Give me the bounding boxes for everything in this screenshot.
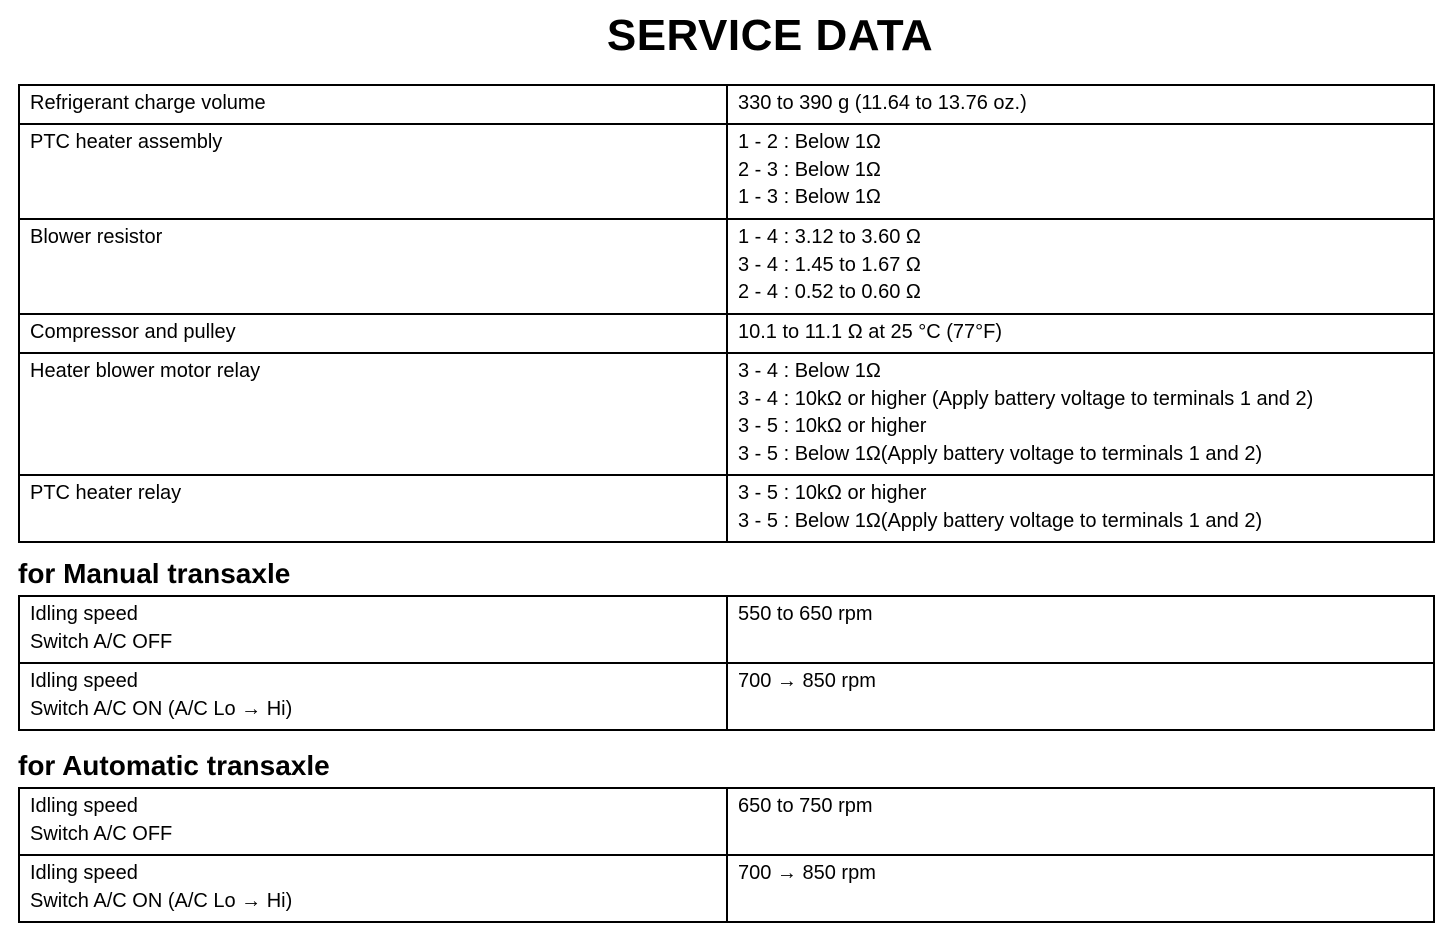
item-text: Switch A/C OFF bbox=[30, 822, 173, 845]
item-text: PTC heater assembly bbox=[30, 131, 223, 153]
spec-text: 2 - 3 : Below 1Ω bbox=[738, 158, 881, 181]
table-row bbox=[19, 596, 1434, 663]
spec-text: 1 - 3 : Below 1Ω bbox=[738, 186, 881, 208]
spec-cell bbox=[727, 663, 1434, 730]
spec-text: 10.1 to 11.1 Ω at 25 °C (77°F) bbox=[738, 321, 1003, 343]
item-text: Refrigerant charge volume bbox=[30, 92, 266, 114]
spec-text: 3 - 5 : 10kΩ or higher bbox=[738, 415, 927, 437]
item-cell bbox=[19, 855, 727, 922]
spec-text: 330 to 390 g (11.64 to 13.76 oz.) bbox=[738, 92, 1027, 114]
item-cell bbox=[19, 219, 727, 314]
spec-text: 3 - 4 : Below 1Ω bbox=[738, 360, 881, 382]
spec-cell bbox=[727, 314, 1434, 353]
spec-text: 700 → 850 rpm bbox=[738, 862, 876, 884]
spec-text: 3 - 5 : 10kΩ or higher bbox=[738, 482, 927, 504]
item-cell bbox=[19, 663, 727, 730]
spec-cell bbox=[727, 219, 1434, 314]
item-cell bbox=[19, 475, 727, 542]
item-text: Switch A/C ON (A/C Lo → Hi) bbox=[30, 697, 293, 720]
table-row bbox=[19, 788, 1434, 855]
manual-transaxle-table bbox=[18, 595, 1435, 731]
spec-cell bbox=[727, 85, 1434, 124]
spec-cell bbox=[727, 596, 1434, 663]
spec-text: 3 - 4 : 10kΩ or higher (Apply battery voltage to terminals 1 and 2) bbox=[738, 387, 1314, 410]
table-row bbox=[19, 663, 1434, 730]
table-row bbox=[19, 314, 1434, 353]
spec-text: 550 to 650 rpm bbox=[738, 603, 873, 625]
service-data-table bbox=[18, 84, 1435, 543]
item-cell bbox=[19, 788, 727, 855]
spec-text: 3 - 4 : 1.45 to 1.67 Ω bbox=[738, 253, 921, 276]
section-heading-manual: for Manual transaxle bbox=[18, 558, 291, 589]
spec-cell bbox=[727, 124, 1434, 219]
item-text: Idling speed bbox=[30, 862, 138, 884]
item-text: Switch A/C ON (A/C Lo → Hi) bbox=[30, 889, 293, 912]
spec-cell bbox=[727, 475, 1434, 542]
spec-cell bbox=[727, 855, 1434, 922]
table-row bbox=[19, 85, 1434, 124]
item-text: Idling speed bbox=[30, 603, 138, 625]
table-row bbox=[19, 855, 1434, 922]
item-cell bbox=[19, 85, 727, 124]
spec-cell bbox=[727, 788, 1434, 855]
spec-text: 2 - 4 : 0.52 to 0.60 Ω bbox=[738, 281, 921, 303]
item-cell bbox=[19, 353, 727, 475]
item-text: PTC heater relay bbox=[30, 482, 182, 504]
table-row bbox=[19, 353, 1434, 475]
item-text: Heater blower motor relay bbox=[30, 360, 261, 382]
page-title: SERVICE DATA bbox=[606, 11, 934, 60]
item-text: Compressor and pulley bbox=[30, 321, 236, 343]
item-text: Idling speed bbox=[30, 795, 138, 817]
table-row bbox=[19, 475, 1434, 542]
item-text: Idling speed bbox=[30, 670, 138, 692]
spec-text: 1 - 2 : Below 1Ω bbox=[738, 131, 881, 153]
spec-text: 3 - 5 : Below 1Ω(Apply battery voltage to terminals 1 and 2) bbox=[738, 442, 1263, 465]
item-cell bbox=[19, 314, 727, 353]
table-row bbox=[19, 124, 1434, 219]
item-cell bbox=[19, 596, 727, 663]
spec-text: 3 - 5 : Below 1Ω(Apply battery voltage to terminals 1 and 2) bbox=[738, 509, 1263, 532]
item-cell bbox=[19, 124, 727, 219]
table-row bbox=[19, 219, 1434, 314]
item-text: Blower resistor bbox=[30, 226, 163, 248]
section-heading-automatic: for Automatic transaxle bbox=[18, 750, 330, 781]
spec-cell bbox=[727, 353, 1434, 475]
spec-text: 700 → 850 rpm bbox=[738, 670, 876, 692]
spec-text: 650 to 750 rpm bbox=[738, 795, 873, 817]
item-text: Switch A/C OFF bbox=[30, 630, 173, 653]
automatic-transaxle-table bbox=[18, 787, 1435, 923]
spec-text: 1 - 4 : 3.12 to 3.60 Ω bbox=[738, 226, 921, 248]
